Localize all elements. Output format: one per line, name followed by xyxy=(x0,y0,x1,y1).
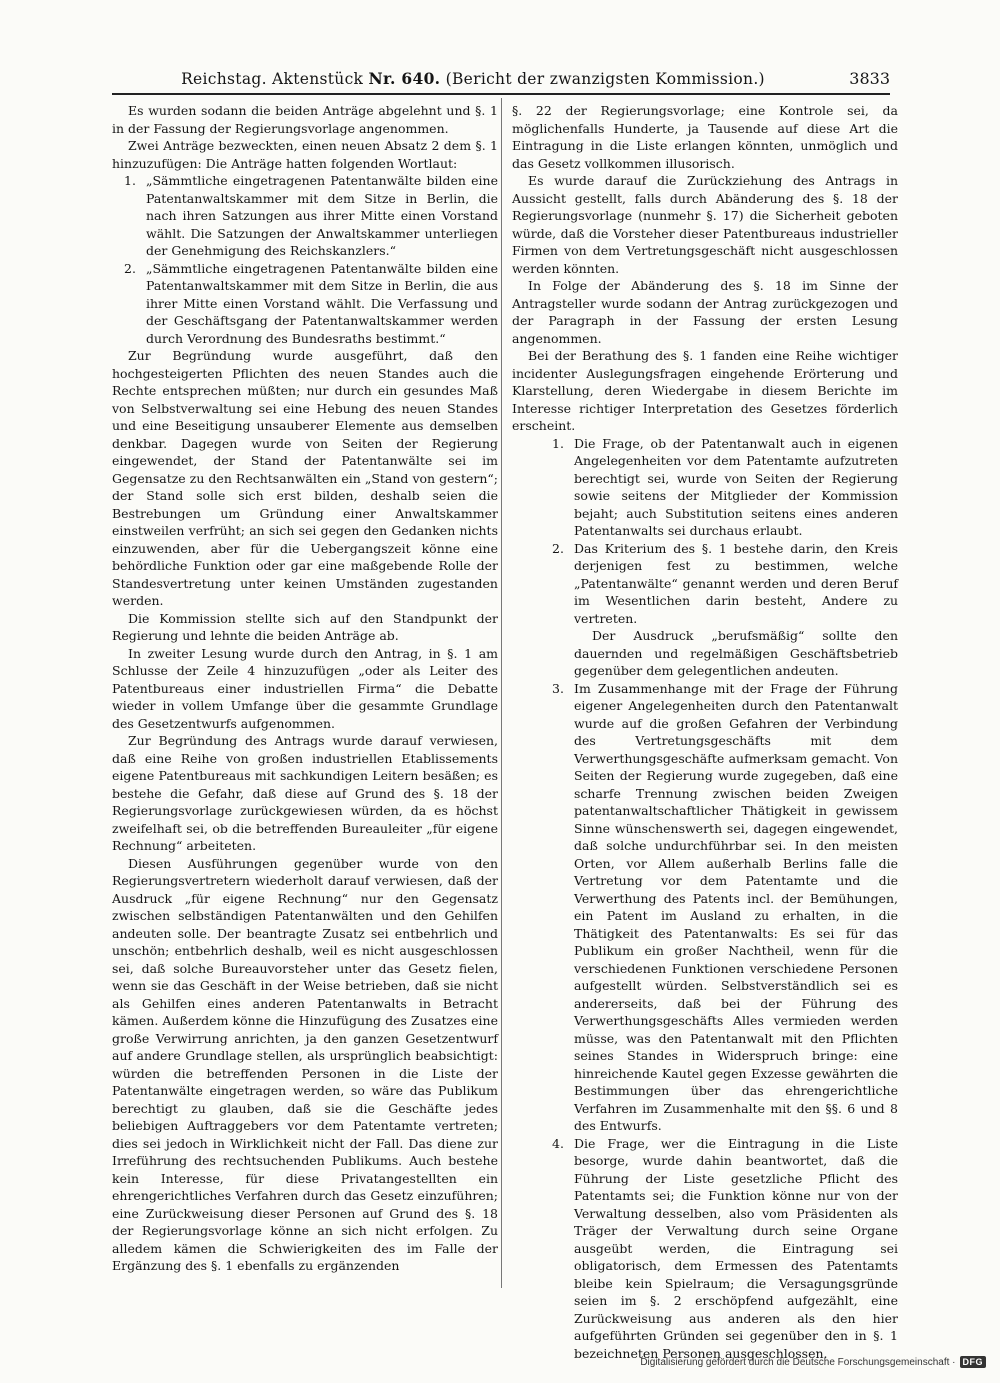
list-item xyxy=(512,435,898,540)
list-item-number: 1. xyxy=(124,173,136,188)
list-item-number: 3. xyxy=(552,680,564,696)
header-title-prefix: Reichstag. Aktenstück xyxy=(181,70,364,88)
paragraph: Es wurden sodann die beiden Anträge abgelehnt und §. 1 in der Fassung der Regierungsvorlage angenommen. xyxy=(112,103,498,136)
list-item xyxy=(512,1135,898,1363)
list-item xyxy=(112,260,498,348)
motion-list xyxy=(112,172,498,347)
column-divider xyxy=(501,98,502,1288)
left-column xyxy=(112,102,498,1275)
list-item-number: 2. xyxy=(552,540,564,556)
paragraph: In Folge der Abänderung des §. 18 im Sinne der Antragsteller wurde sodann der Antrag zurückgezogen und der Paragraph in der Fassung der ersten Lesung angenommen. xyxy=(512,278,898,346)
paragraph: §. 22 der Regierungsvorlage; eine Kontrole sei, da möglichenfalls Hunderte, ja Tausende auf diese Art die Eintragung in die Liste erlangen könnten, unmöglich und das Gesetz vollkommen illusorisch. xyxy=(512,103,898,171)
paragraph: Zur Begründung wurde ausgeführt, daß den hochgesteigerten Pflichten des neuen Standes auch die Rechte entsprechen müßten; nur durch ein gesundes Maß von Selbstverwaltung sei eine Hebung des neuen Standes und eine Beseitigung unsauberer Elemente aus demselben denkbar. Dagegen wurde von Seiten der Regierung eingewendet, der Stand der Patentanwälte sei im Gegensatze zu den Rechtsanwälten ein „Stand von gestern“; der Stand solle sich erst bilden, deshalb seien die Bestrebungen um Gründung einer Anwaltskammer einstweilen verfrüht; an sich sei gegen den Gedanken nichts einzuwenden, aber für die Uebergangszeit könne eine behördliche Funktion oder gar eine maßgebende Rolle der Standesvertretung unter keinen Umständen zugestanden werden. xyxy=(112,348,498,608)
credit-text: Digitalisierung gefördert durch die Deutsche Forschungsgemeinschaft · xyxy=(640,1356,956,1368)
list-item-number: 1. xyxy=(552,435,564,451)
paragraph: In zweiter Lesung wurde durch den Antrag, in §. 1 am Schlusse der Zeile 4 hinzuzufügen „oder als Leiter des Patentbureaus einer industriellen Firma“ die Debatte wieder in vollem Umfange über die gesammte Grundlage des Gesetzentwurfs aufgenommen. xyxy=(112,645,498,731)
paragraph: Bei der Berathung des §. 1 fanden eine Reihe wichtiger incidenter Auslegungsfragen eingehende Erörterung und Klarstellung, deren Wiedergabe in diesem Berichte im Interesse richtiger Interpretation des Gesetzes förderlich erscheint. xyxy=(512,348,898,433)
header-document-number: Nr. 640. xyxy=(368,69,441,88)
header-title xyxy=(112,69,834,88)
list-item-text: „Sämmtliche eingetragenen Patentanwälte bilden eine Patentanwaltskammer mit dem Sitze in Berlin, die aus ihrer Mitte einen Vorstand wählt. Die Verfassung und der Geschäftsgang der Patentanwaltskammer werden durch Verordnung des Bundesraths bestimmt.“ xyxy=(146,260,498,346)
list-item-continuation: Der Ausdruck „berufsmäßig“ sollte den dauernden und regelmäßigen Geschäftsbetrieb gegenüber dem gelegentlichen andeuten. xyxy=(574,628,898,678)
list-item-text: Die Frage, wer die Eintragung in die Liste besorge, wurde dahin beantwortet, daß die Führung der Liste gesetzliche Pflicht des Patentamts sei; die Funktion könne nur von der Verwaltung desselben, also vom Präsidenten als Träger der Verwaltung durch seine Organe ausgeübt werden, die Eintragung sei obligatorisch, dem Ermessen des Patentamts bleibe kein Spielraum; die Versagungsgründe seien im §. 2 erschöpfend aufgezählt, eine Zurückweisung aus anderen als den hier aufgeführten Gründen sei gegenüber den in §. 1 bezeichneten Personen ausgeschlossen. xyxy=(574,1135,898,1361)
list-item-number: 2. xyxy=(124,260,136,276)
question-list xyxy=(512,435,898,1363)
dfg-logo: DFG xyxy=(960,1356,987,1368)
paragraph: Diesen Ausführungen gegenüber wurde von den Regierungsvertretern wiederholt darauf verwiesen, daß der Ausdruck „für eigene Rechnung“ nur den Gegensatz zwischen selbständigen Patentanwälten und den Gehilfen andeuten solle. Der beantragte Zusatz sei entbehrlich und unschön; entbehrlich deshalb, weil es nicht ausgeschlossen sei, daß solche Bureauvorsteher unter das Gesetz fielen, wenn sie das Geschäft in der Weise betrieben, daß sie nicht als Gehilfen eines anderen Patentanwalts in Betracht kämen. Außerdem könne die Hinzufügung des Zusatzes eine große Verwirrung anrichten, ja den ganzen Gesetzentwurf auf andere Grundlage stellen, als ursprünglich beabsichtigt: würden die betreffenden Personen in die Liste der Patentanwälte eingetragen werden, so wäre das Publikum berechtigt zu glauben, daß sie die Geschäfte jedes beliebigen Auftraggebers vor dem Patentamte vertreten; dies sei jedoch in Wirklichkeit nicht der Fall. Das diene zur Irreführung des rechtsuchenden Publikums. Auch bestehe kein Interesse, für diese Privatangestellten ein ehrengerichtliches Verfahren durch das Gesetz einzuführen; eine Zurückweisung dieser Personen auf Grund des §. 18 der Regierungsvorlage könne an sich nicht erfolgen. Zu alledem kämen die Schwierigkeiten des im Falle der Ergänzung des §. 1 ebenfalls zu ergänzenden xyxy=(112,855,498,1273)
list-item-text: „Sämmtliche eingetragenen Patentanwälte bilden eine Patentanwaltskammer mit dem Sitze in Berlin, die nach ihren Satzungen aus ihrer Mitte einen Vorstand wählt. Die Satzungen der Anwaltskammer unterliegen der Genehmigung des Reichskanzlers.“ xyxy=(146,173,498,258)
list-item xyxy=(512,540,898,680)
list-item-number: 4. xyxy=(552,1135,564,1151)
paragraph: Zur Begründung des Antrags wurde darauf verwiesen, daß eine Reihe von großen industriellen Etablissements eigene Patentbureaus mit sachkundigen Leitern besäßen; es bestehe die Gefahr, daß diese auf Grund des §. 18 der Regierungsvorlage zurückgewiesen würden, da es höchst zweifelhaft sei, ob die betreffenden Bureauleiter „für eigene Rechnung“ arbeiteten. xyxy=(112,733,498,853)
header-rule xyxy=(112,93,890,95)
digitization-credit xyxy=(640,1353,986,1371)
page-number: 3833 xyxy=(849,69,890,88)
paragraph: Zwei Anträge bezweckten, einen neuen Absatz 2 dem §. 1 hinzuzufügen: Die Anträge hatten folgenden Wortlaut: xyxy=(112,138,498,171)
running-header xyxy=(112,58,890,88)
paragraph: Es wurde darauf die Zurückziehung des Antrags in Aussicht gestellt, falls durch Abänderung des §. 18 der Regierungsvorlage (nunmehr §. 17) die Sicherheit geboten würde, daß die Vorsteher dieser Patentbureaus industrieller Firmen von dem Vertretungsgeschäft nicht ausgeschlossen werden könnten. xyxy=(512,173,898,276)
right-column xyxy=(512,102,898,1362)
list-item xyxy=(112,172,498,260)
list-item-text: Die Frage, ob der Patentanwalt auch in eigenen Angelegenheiten vor dem Patentamte aufzutreten berechtigt sei, wurde von Seiten der Regierung sowie seitens der Mitglieder der Kommission bejaht; auch Substitution seitens eines anderen Patentanwalts sei durchaus erlaubt. xyxy=(574,435,898,538)
header-title-suffix: (Bericht der zwanzigsten Kommission.) xyxy=(445,70,765,88)
paragraph: Die Kommission stellte sich auf den Standpunkt der Regierung und lehnte die beiden Anträge ab. xyxy=(112,610,498,643)
list-item xyxy=(512,680,898,1135)
list-item-text: Das Kriterium des §. 1 bestehe darin, den Kreis derjenigen fest zu bestimmen, welche „Patentanwälte“ genannt werden und deren Beruf im Wesentlichen darin besteht, Andere zu vertreten. xyxy=(574,540,898,626)
list-item-text: Im Zusammenhange mit der Frage der Führung eigener Angelegenheiten durch den Patentanwalt wurde auf die großen Gefahren der Verbindung des Vertretungsgeschäfts mit dem Verwerthungsgeschäfte aufmerksam gemacht. Von Seiten der Regierung wurde zugegeben, daß eine scharfe Trennung zwischen beiden Zweigen patentanwaltschaftlicher Thätigkeit in gewissem Sinne wünschenswerth sei, dagegen eingewendet, daß solche undurchführbar sei. In den meisten Orten, vor Allem außerhalb Berlins falle die Vertretung vor dem Patentamte und die Verwerthung des Patents incl. der Bemühungen, ein Patent im Ausland zu erhalten, in die Thätigkeit des Patentanwalts: Es sei für das Publikum ein großer Nachtheil, wenn für die verschiedenen Funktionen verschiedene Personen aufgestellt würden. Selbstverständlich sei es andererseits, daß bei der Führung des Verwerthungsgeschäfts Alles vermieden werden müsse, was den Patentanwalt mit den Pflichten seines Standes in Widerspruch bringe: eine hinreichende Kautel gegen Exzesse gewährten die Bestimmungen über das ehrengerichtliche Verfahren im Zusammenhalte mit den §§. 6 und 8 des Entwurfs. xyxy=(574,680,898,1133)
